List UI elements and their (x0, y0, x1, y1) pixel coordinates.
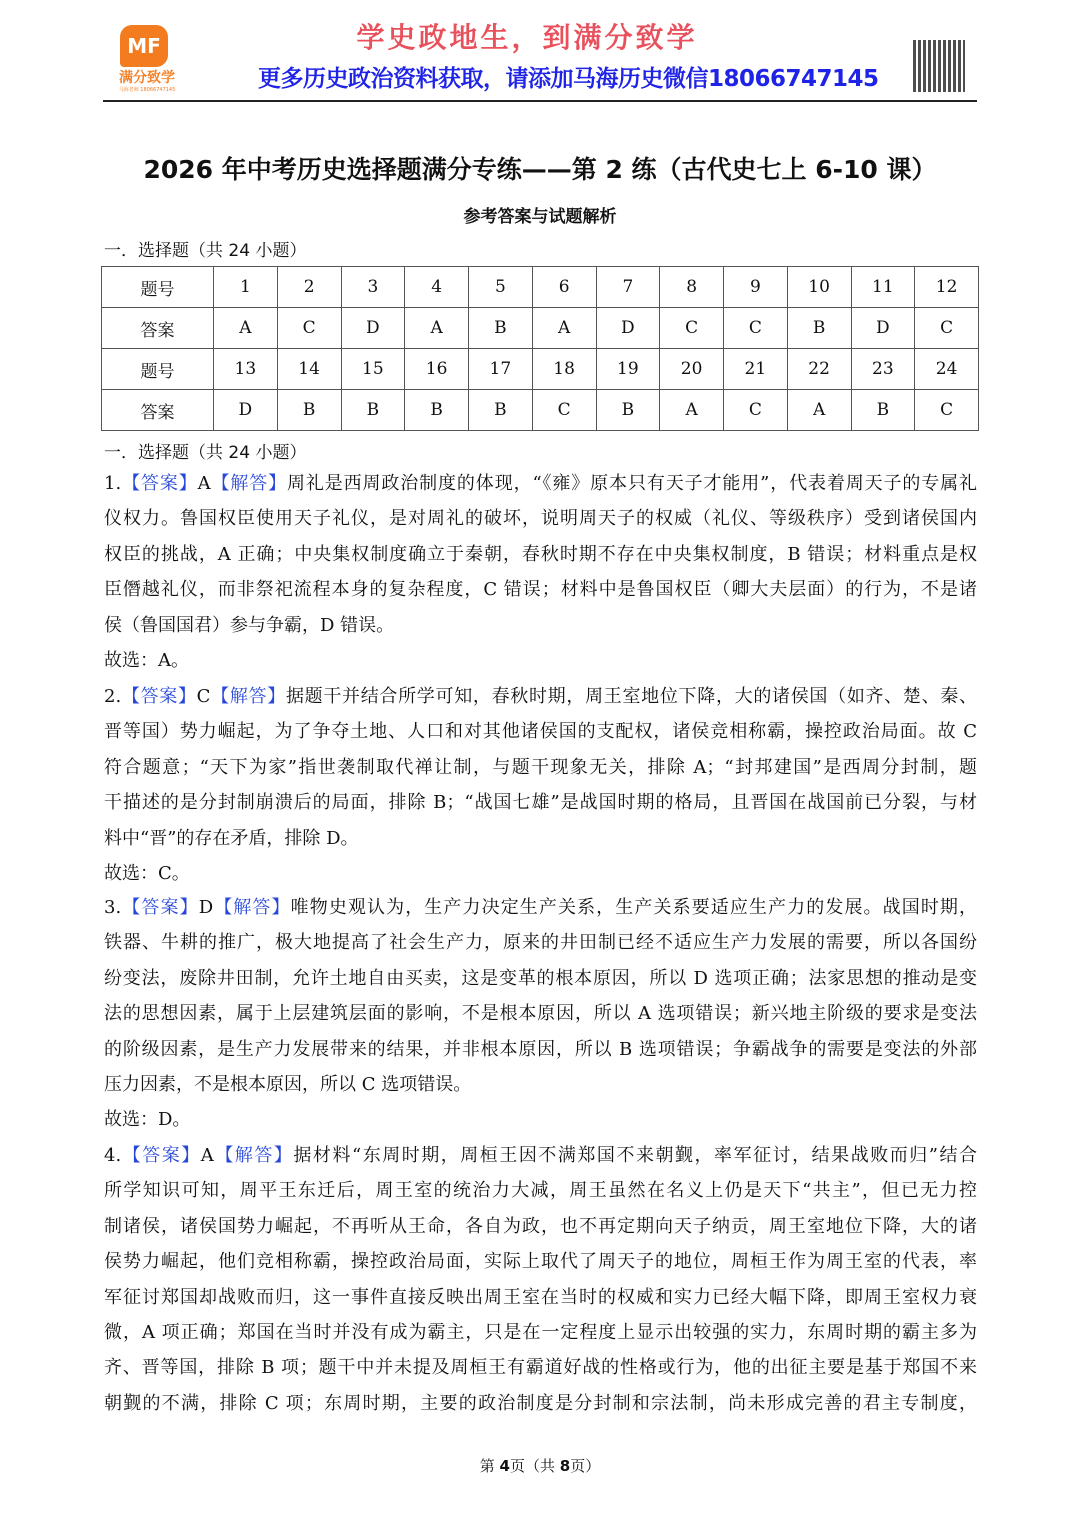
explanation-text: 料中“晋”的存在矛盾，排除 D。 (104, 827, 359, 849)
explanation-text: 侯（鲁国国君）参与争霸，D 错误。 (104, 614, 395, 636)
qr-code-icon (913, 40, 965, 92)
explanation-text: 权臣的挑战，A 正确；中央集权制度确立于秦朝，春秋时期不存在中央集权制度，B 错误；材料重点是权 (104, 543, 977, 565)
explanation-line (104, 785, 977, 820)
answer-cell: C (724, 308, 788, 349)
question-number-cell: 18 (532, 349, 596, 390)
explanation-line (104, 1138, 977, 1173)
final-choice: 故选：C。 (104, 862, 190, 884)
logo-mark: MF (127, 34, 161, 58)
explanation-line (104, 1350, 977, 1385)
answer-cell: A (214, 308, 278, 349)
analysis-tag: 【解答】 (210, 473, 287, 494)
explanation-text: 压力因素，不是根本原因，所以 C 选项错误。 (104, 1073, 472, 1095)
explanation-text: 晋等国）势力崛起，为了争夺土地、人口和对其他诸侯国的支配权，诸侯竞相称霸，操控政治局面。故 C (104, 721, 977, 743)
question-explanation (104, 679, 977, 891)
question-number-cell: 22 (787, 349, 851, 390)
answer-tag: 【答案】 (121, 473, 198, 494)
page-number: 4 (499, 1457, 510, 1475)
question-number-cell: 16 (405, 349, 469, 390)
explanation-line (104, 1209, 977, 1244)
explanation-text: 仪权力。鲁国权臣使用天子礼仪，是对周礼的破坏，说明周天子的权威（礼仪、等级秩序）受到诸侯国内 (104, 508, 977, 530)
explanation-line (104, 1067, 977, 1102)
answer-cell: B (787, 308, 851, 349)
explanation-text: 的阶级因素，是生产力发展带来的结果，并非根本原因，所以 B 选项错误；争霸战争的需要是变法的外部 (104, 1038, 977, 1060)
answer-tag: 【答案】 (121, 1145, 201, 1166)
question-number-cell: 4 (405, 267, 469, 308)
answer-cell: B (596, 390, 660, 431)
final-choice: 故选：A。 (104, 649, 189, 671)
question-number-cell: 12 (915, 267, 979, 308)
row-label: 答案 (102, 308, 214, 349)
question-number-cell: 11 (851, 267, 915, 308)
question-number-cell: 7 (596, 267, 660, 308)
question-number-cell: 10 (787, 267, 851, 308)
document-title: 2026 年中考历史选择题满分专练——第 2 练（古代史七上 6-10 课） (143, 155, 937, 184)
answer-cell: C (915, 390, 979, 431)
answer-cell: C (532, 390, 596, 431)
explanation-line (104, 1244, 977, 1279)
page-total: 8 (559, 1457, 571, 1475)
section-heading-2: 一．选择题（共 24 小题） (104, 443, 307, 463)
footer-text: 第 (479, 1457, 500, 1475)
question-explanation (104, 1138, 977, 1421)
question-number: 2. (104, 686, 122, 707)
answer-cell: C (277, 308, 341, 349)
answer-cell: D (214, 390, 278, 431)
question-number-cell: 9 (724, 267, 788, 308)
header-slogan: 学史政地生，到满分致学 (356, 21, 698, 54)
question-number-cell: 2 (277, 267, 341, 308)
explanation-text: 制诸侯，诸侯国势力崛起，不再听从王命，各自为政，也不再定期向天子纳贡，周王室地位下降，大的诸 (104, 1215, 977, 1237)
explanation-line (104, 1280, 977, 1315)
explanation-text: 据题干并结合所学可知，春秋时期，周王室地位下降，大的诸侯国（如齐、楚、秦、 (285, 686, 977, 707)
explanation-text: 齐、晋等国，排除 B 项；题干中并未提及周桓王有霸道好战的性格或行为，他的出征主要是基于郑国不来 (104, 1357, 977, 1379)
explanation-text: 臣僭越礼仪，而非祭祀流程本身的复杂程度，C 错误；材料中是鲁国权臣（卿大夫层面）的行为，不是诸 (104, 579, 977, 601)
explanation-line (104, 501, 977, 536)
row-label: 题号 (102, 349, 214, 390)
answer-letter: A (197, 473, 211, 494)
question-number-cell: 19 (596, 349, 660, 390)
question-number-cell: 21 (724, 349, 788, 390)
answer-cell: C (660, 308, 724, 349)
row-label: 题号 (102, 267, 214, 308)
explanation-text: 微，A 项正确；郑国在当时并没有成为霸主，只是在一定程度上显示出较强的实力，东周时期的霸主多为 (104, 1321, 977, 1343)
answer-cell: B (405, 390, 469, 431)
answer-cell: A (660, 390, 724, 431)
question-number-cell: 20 (660, 349, 724, 390)
analysis-tag: 【解答】 (213, 1145, 294, 1166)
explanation-line (104, 961, 977, 996)
explanation-text: 符合题意；“天下为家”指世袭制取代禅让制，与题干现象无关，排除 A；“封邦建国”是西周分封制，题 (104, 756, 977, 778)
question-number-row (102, 267, 979, 308)
page-footer (0, 1455, 1080, 1476)
logo-name: 满分致学 (119, 70, 175, 86)
explanation-text: 纷变法，废除井田制，允许土地自由买卖，这是变革的根本原因，所以 D 选项正确；法家思想的推动是变 (104, 967, 977, 989)
answer-cell: C (915, 308, 979, 349)
question-number-cell: 8 (660, 267, 724, 308)
question-number-cell: 13 (214, 349, 278, 390)
explanation-text: 侯势力崛起，他们竞相称霸，操控政治局面，实际上取代了周天子的地位，周桓王作为周王室的代表，率 (104, 1251, 977, 1273)
explanation-text: 干描述的是分封制崩溃后的局面，排除 B；“战国七雄”是战国时期的格局，且晋国在战国前已分裂，与材 (104, 792, 977, 814)
explanation-line (104, 572, 977, 607)
answer-cell: D (596, 308, 660, 349)
question-number-row (102, 349, 979, 390)
explanation-line (104, 1315, 977, 1350)
question-number: 4. (104, 1145, 122, 1166)
answer-cell: C (724, 390, 788, 431)
header-promo: 更多历史政治资料获取，请添加马海历史微信18066747145 (258, 66, 879, 92)
document-subtitle: 参考答案与试题解析 (463, 207, 617, 227)
explanation-text: 所学知识可知，周平王东迁后，周王室的统治力大减，周王虽然在名义上仍是天下“共主”，但已无力控 (104, 1180, 977, 1202)
explanation-line (104, 925, 977, 960)
explanation-line (104, 1386, 977, 1421)
final-choice: 故选：D。 (104, 1109, 191, 1131)
answer-letter: D (198, 897, 214, 918)
explanation-text: 周礼是西周政治制度的体现，“《雍》原本只有天子才能用”，代表着周天子的专属礼 (287, 473, 977, 494)
explanation-text: 据材料“东周时期，周桓王因不满郑国不来朝觐，率军征讨，结果战败而归”结合 (293, 1145, 977, 1166)
answer-tag: 【答案】 (121, 686, 197, 707)
explanation-text: 唯物史观认为，生产力决定生产关系，生产关系要适应生产力的发展。战国时期， (290, 897, 977, 918)
explanation-line (104, 714, 977, 749)
explanation-line (104, 537, 977, 572)
explanation-line (104, 1173, 977, 1208)
explanation-text: 军征讨郑国却战败而归，这一事件直接反映出周王室在当时的权威和实力已经大幅下降，即周王室权力衰 (104, 1286, 977, 1308)
question-number-cell: 24 (915, 349, 979, 390)
question-number-cell: 1 (214, 267, 278, 308)
question-number-cell: 14 (277, 349, 341, 390)
answer-cell: A (787, 390, 851, 431)
footer-text: 页） (570, 1457, 601, 1475)
row-label: 答案 (102, 390, 214, 431)
explanation-line (104, 679, 977, 714)
answer-letter: A (200, 1145, 214, 1166)
explanation-line (104, 890, 977, 925)
answer-cell: B (469, 390, 533, 431)
explanation-line (104, 466, 977, 501)
answer-cell: B (469, 308, 533, 349)
explanation-text: 法的思想因素，属于上层建筑层面的影响，不是根本原因，所以 A 选项错误；新兴地主阶级的要求是变法 (104, 1003, 977, 1025)
analysis-tag: 【解答】 (213, 897, 291, 918)
question-number-cell: 17 (469, 349, 533, 390)
analysis-tag: 【解答】 (210, 686, 286, 707)
logo-subtext: 马海老师 18066747145 (118, 87, 176, 93)
explanation-text: 朝觐的不满，排除 C 项；东周时期，主要的政治制度是分封制和宗法制，尚未形成完善的君主专制度， (104, 1392, 977, 1414)
explanation-line (104, 996, 977, 1031)
question-number: 3. (104, 897, 122, 918)
question-number-cell: 15 (341, 349, 405, 390)
answer-cell: A (405, 308, 469, 349)
answer-cell: B (277, 390, 341, 431)
explanation-line (104, 750, 977, 785)
question-number-cell: 6 (532, 267, 596, 308)
question-explanation (104, 466, 977, 678)
answer-cell: B (341, 390, 405, 431)
answer-cell: D (851, 308, 915, 349)
question-explanation (104, 890, 977, 1138)
answer-tag: 【答案】 (121, 897, 199, 918)
header-divider (103, 100, 977, 102)
answer-cell: D (341, 308, 405, 349)
answer-table (101, 266, 979, 431)
question-number-cell: 3 (341, 267, 405, 308)
answer-cell: B (851, 390, 915, 431)
answer-row (102, 308, 979, 349)
explanation-line (104, 1032, 977, 1067)
answer-row (102, 390, 979, 431)
explanation-line (104, 821, 977, 856)
answer-letter: C (196, 686, 211, 707)
explanation-line (104, 608, 977, 643)
logo (120, 25, 168, 67)
explanation-text: 铁器、牛耕的推广，极大地提高了社会生产力，原来的井田制已经不适应生产力发展的需要，所以各国纷 (104, 932, 977, 954)
question-number: 1. (104, 473, 122, 494)
footer-text: 页（共 (509, 1457, 560, 1475)
question-number-cell: 23 (851, 349, 915, 390)
section-heading: 一．选择题（共 24 小题） (104, 241, 307, 261)
answer-cell: A (532, 308, 596, 349)
question-number-cell: 5 (469, 267, 533, 308)
